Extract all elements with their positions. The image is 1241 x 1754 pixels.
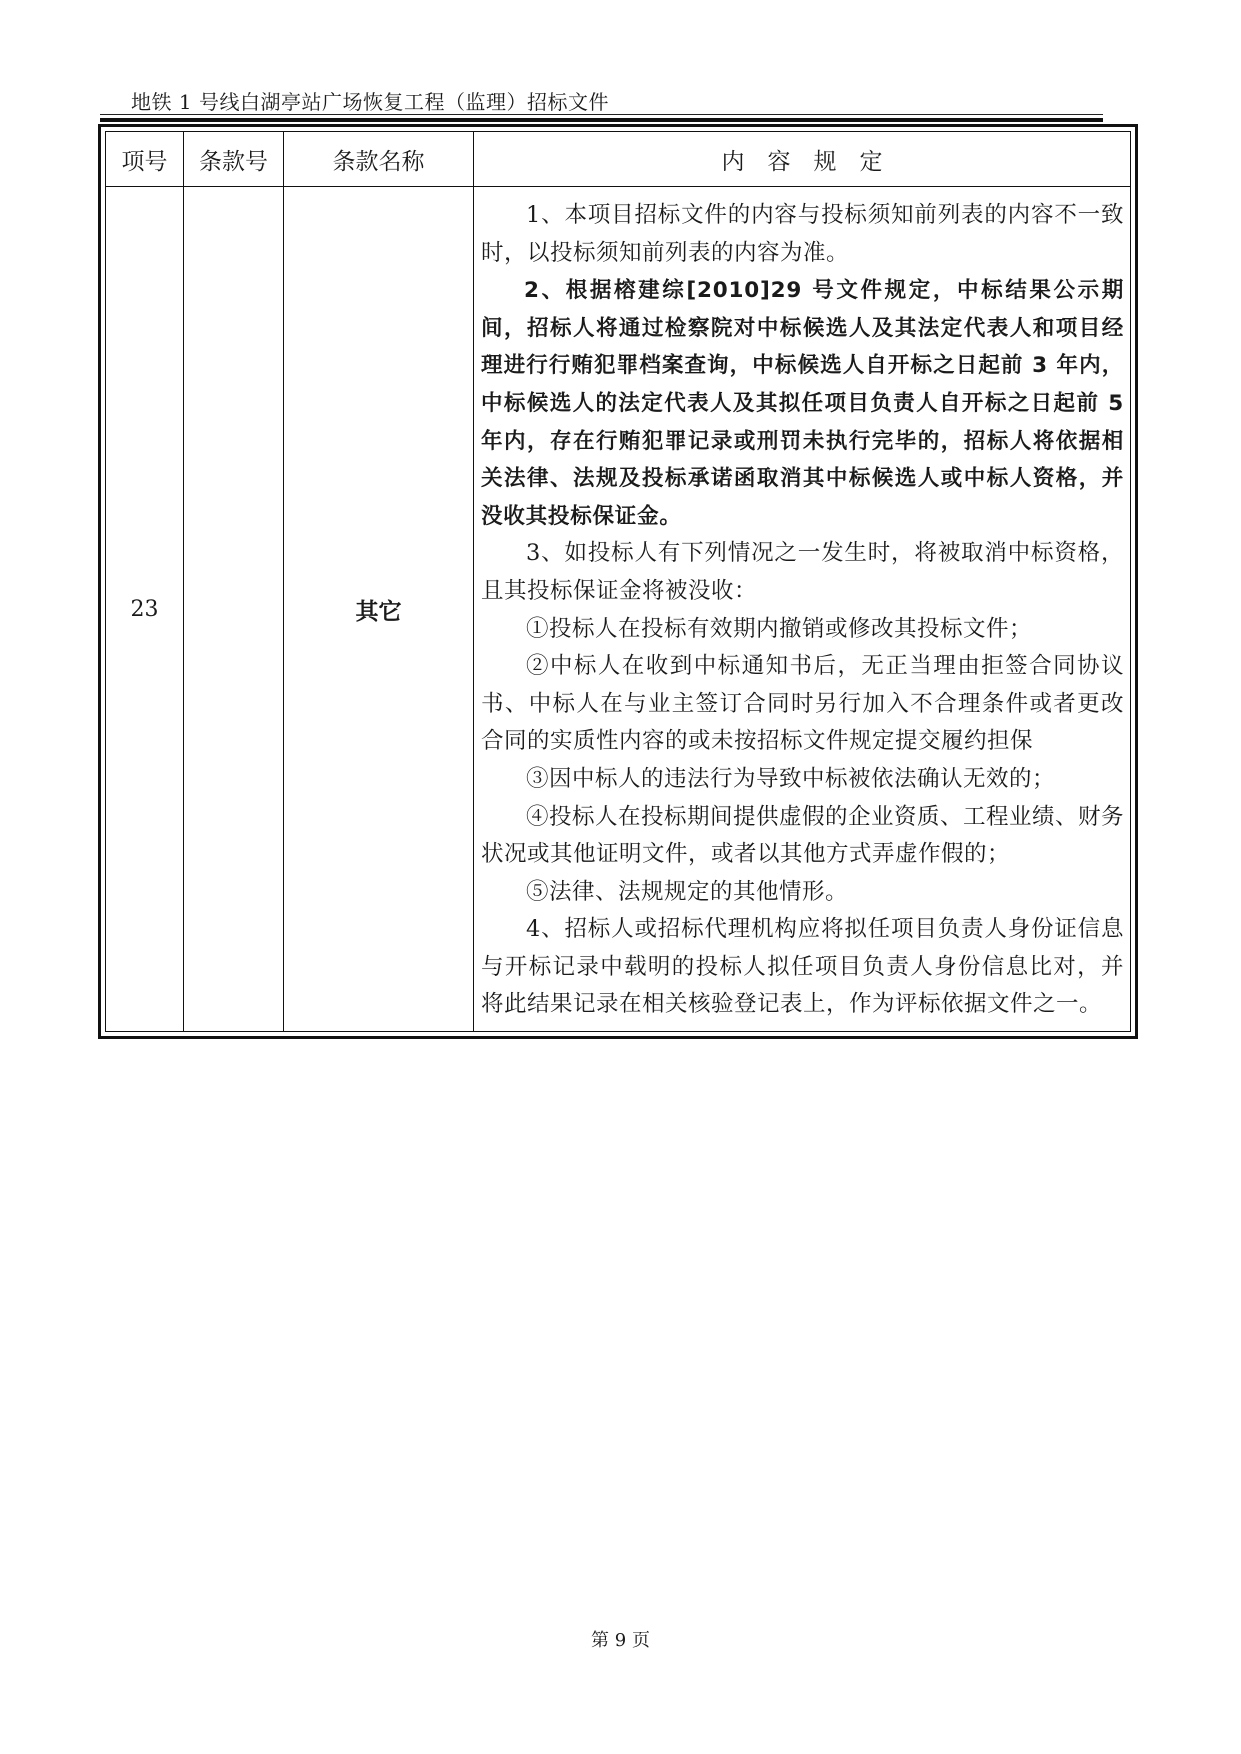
content-paragraph: ⑤法律、法规规定的其他情形。: [526, 878, 849, 905]
content-paragraph: ①投标人在投标有效期内撤销或修改其投标文件；: [526, 615, 1033, 642]
header-rule-thick: [100, 118, 1103, 122]
column-header-clause-no: 条款号: [199, 148, 268, 175]
content-cell: [473, 187, 1130, 1031]
header-rule-thin: [100, 114, 1103, 115]
column-header-item-no: 项号: [121, 148, 168, 175]
content-paragraph: 1、本项目招标文件的内容与投标须知前列表的内容不一致时，以投标须知前列表的内容为准。: [481, 202, 1124, 266]
column-header-clause-name: 条款名称: [332, 148, 425, 175]
item-no-cell: 23: [130, 596, 159, 622]
column-header-content: 内 容 规 定: [721, 148, 883, 175]
content-paragraph-bold: 2、根据榕建综[2010]29 号文件规定，中标结果公示期间，招标人将通过检察院对中标候选人及其法定代表人和项目经理进行行贿犯罪档案查询，中标候选人自开标之日起前 3 年内，中标候选人的法定代表人及其拟任项目负责人自开标之日起前 5 年内，存在行贿犯罪记录或刑罚未执行完毕的，招标人将依据相关法律、法规及投标承诺函取消其中标候选人或中标人资格，并没收其投标保证金。: [481, 278, 1124, 529]
page-number: 第 9 页: [591, 1630, 650, 1651]
clause-name-cell: 其它: [355, 598, 402, 625]
document-header-title: 地铁 1 号线白湖亭站广场恢复工程（监理）招标文件: [131, 90, 609, 114]
clause-table-inner: [105, 131, 1131, 1032]
content-paragraph: ③因中标人的违法行为导致中标被依法确认无效的；: [526, 765, 1056, 792]
content-paragraph: ②中标人在收到中标通知书后，无正当理由拒签合同协议书、中标人在与业主签订合同时另行加入不合理条件或者更改合同的实质性内容的或未按招标文件规定提交履约担保: [481, 653, 1124, 755]
clause-table: [98, 124, 1138, 1039]
clause-no-cell: [184, 187, 283, 1031]
content-paragraph: ④投标人在投标期间提供虚假的企业资质、工程业绩、财务状况或其他证明文件，或者以其他方式弄虚作假的；: [481, 803, 1125, 868]
content-paragraph: 3、如投标人有下列情况之一发生时，将被取消中标资格，且其投标保证金将被没收：: [481, 540, 1124, 604]
content-paragraph: 4、招标人或招标代理机构应将拟任项目负责人身份证信息与开标记录中载明的投标人拟任项目负责人身份信息比对，并将此结果记录在相关核验登记表上，作为评标依据文件之一。: [481, 916, 1124, 1018]
